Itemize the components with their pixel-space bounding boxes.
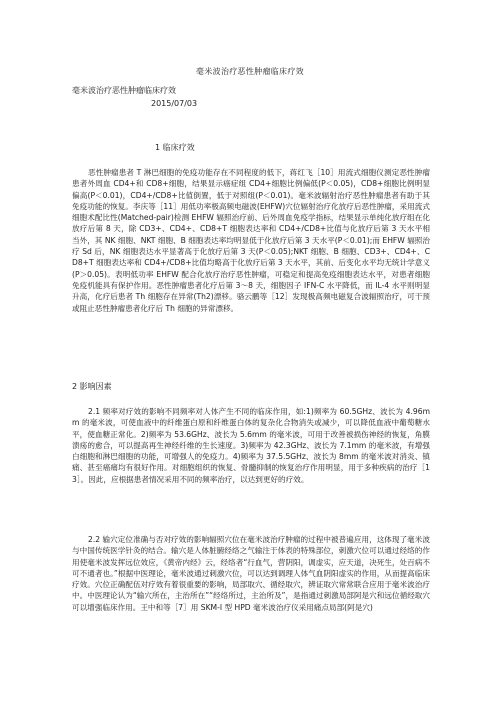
section-heading-influencing-factors: 2 影响因素 <box>72 382 112 391</box>
paragraph-acupoint-effect: 2.2 输穴定位准确与否对疗效的影响辐照穴位在毫米波治疗肿瘤的过程中被普遍应用，这体现了毫米波与中国传统医学针灸的结合。输穴是人体脏腑经络之气输注于体表的特殊部位，刺激穴位可以通过经络的作用使毫米波发挥远位效应，《黄帝内经》云，经络者“行血气，营阴阳，调虚实，应天道，决死生，处百病不可不通者也。”根据中医理论，毫米波通过刺激穴位，可以达到调理人体气血阴阳虚实的作用，从而提高临床疗效。穴位正确配伍对疗效有着很重要的影响，局部取穴、循经取穴，辨证取穴常常联合应用于毫米波治疗中。中医理论认为“输穴所在，主治所在”“经络所过，主治所及”，是指通过刺激局部阿是穴和远位循经取穴可以增强临床作用。王中和等［7］用 SKM-I 型 HPD 毫米波治疗仪采用痛点局部(阿是穴) <box>72 535 430 612</box>
document-title: 毫米波治疗恶性肿瘤临床疗效 <box>196 67 304 76</box>
document-subtitle: 毫米波治疗恶性肿瘤临床疗效 <box>72 86 176 95</box>
publish-date: 2015/07/03 <box>151 99 198 108</box>
paragraph-clinical-effect: 恶性肿瘤患者 T 淋巴细胞的免疫功能存在不同程度的低下，蒋红飞［10］用流式细胞仪测定恶性肿瘤患者外周血 CD4+和 CD8+细胞，结果显示癌症组 CD4+细胞比例偏低(P＜0.05)，CD8+细胞比例明显偏高(P＜0.01)，CD4+/CD8+比值倒置，低于对照组(P＜0.01)。毫米波辐射治疗恶性肿瘤患者有助于其免疫功能的恢复。李庆等［11］用低功率极高频电磁波(EHFW)穴位辐射治疗化放疗后恶性肿瘤，采用流式细胞术配比性(Matched-pair)检测 EHFW 辐照治疗前、后外周血免疫学指标，结果显示单纯化放疗组在化放疗后第 8 天，除 CD3+、CD4+、CD8+T 细胞表达率和 CD4+/CD8+比值与化放疗后第 3 天水平相当外，其 NK 细胞、NKT 细胞、B 细胞表达率均明显低于化放疗后第 3 天水平(P＜0.01);而 EHFW 辐照治疗 Sd 后，NK 细胞表达水平显著高于化放疗后第 3 天(P＜0.05);NKT 细胞、B 细胞、CD3+、CD4+、CD8+T 细胞表达率和 CD4+/CD8+比值均略高于化放疗后第 3 天水平，其前、后变化水平均无统计学意义(P＞0.05)。表明低功率 EHFW 配合化放疗治疗恶性肿瘤，可稳定和提高免疫细胞表达水平，对患者细胞免疫机能具有保护作用。恶性肿瘤患者化疗后第 3～8 天，细胞因子 IFN-C 水平降低，而 IL-4 水平则明显升高，化疗后患者 Th 细胞存在异常(Th2)漂移。骆云鹏等［12］发现极高频电磁复合波辐照治疗，可干预或阻止恶性肿瘤患者化疗后 Th 细胞的异常漂移。 <box>72 168 430 313</box>
section-heading-clinical-effect: 1 临床疗效 <box>155 143 195 152</box>
paragraph-frequency-effect: 2.1 频率对疗效的影响不同频率对人体产生不同的临床作用，如:1)频率为 60.5GHz、波长为 4.96mm 的毫米波，可使血液中的纤维蛋白原和纤维蛋白体的复杂化合物消失或减少，可以降低血液中葡萄糖水平，使血糖正常化。2)频率为 53.6GHz、波长为 5.6mm 的毫米波，可用于改善被损伤神经的恢复，角膜溃疡的愈合，可以提高再生神经纤维的生长速度。3)频率为 42.3GHz、波长为 7.1mm 的毫米波，有增强白细胞和淋巴细胞的功能，可增强人的免疫力。4)频率为 37.5.5GHz、波长为 8mm 的毫米波对消炎、镇痛、甚至癌痛均有很好作用。对细胞组织的恢复、骨髓抑制的恢复治疗作用明显，用于多种疾病的治疗［13］。因此，应根据患者情况采用不同的频率治疗，以达到更好的疗效。 <box>72 407 430 484</box>
